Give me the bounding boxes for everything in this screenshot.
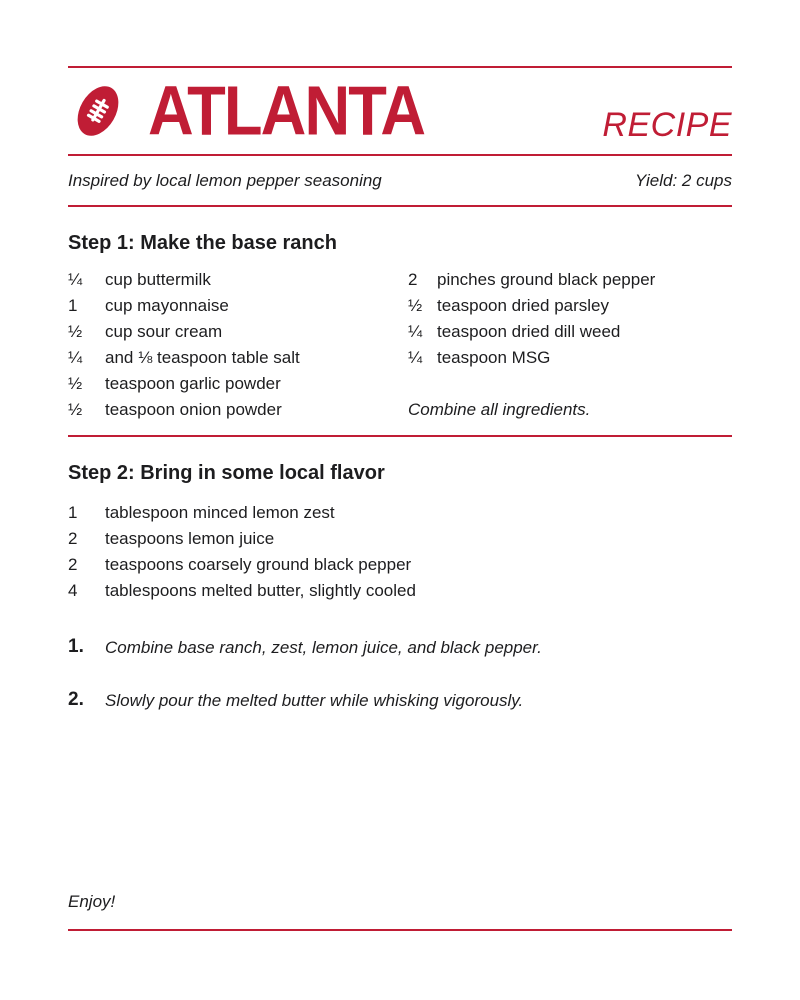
ingredient-amount: ¼ bbox=[68, 348, 83, 367]
instructions bbox=[68, 636, 732, 712]
ingredient-item: tablespoon minced lemon zest bbox=[105, 503, 335, 522]
ingredient-row bbox=[68, 552, 732, 578]
instruction-row bbox=[68, 689, 732, 712]
ingredient-amount: 1 bbox=[68, 503, 78, 522]
football-icon bbox=[68, 82, 128, 140]
ingredients-left-column bbox=[68, 267, 408, 423]
inspiration-text: Inspired by local lemon pepper seasoning bbox=[68, 171, 382, 190]
ingredient-amount: 2 bbox=[68, 555, 78, 574]
ingredient-row bbox=[408, 319, 732, 345]
city-wordmark: ATLANTA bbox=[148, 72, 425, 150]
footer-message: Enjoy! bbox=[68, 892, 116, 911]
ingredient-row bbox=[68, 526, 732, 552]
ingredient-row bbox=[68, 397, 408, 423]
ingredient-row bbox=[68, 293, 408, 319]
ingredient-amount: 2 bbox=[408, 270, 418, 289]
ingredient-item: teaspoons lemon juice bbox=[105, 529, 275, 548]
step-1-ingredients bbox=[68, 267, 732, 423]
step-1-section bbox=[68, 231, 732, 423]
ingredient-item: teaspoon dried parsley bbox=[437, 296, 610, 315]
ingredient-row bbox=[68, 345, 408, 371]
instruction-text: Combine base ranch, zest, lemon juice, and black pepper. bbox=[105, 638, 542, 657]
spacer bbox=[408, 371, 732, 397]
step-1-divider bbox=[68, 435, 732, 437]
ingredient-item: cup sour cream bbox=[105, 322, 223, 341]
ingredient-row bbox=[408, 293, 732, 319]
ingredient-item: pinches ground black pepper bbox=[437, 270, 656, 289]
header bbox=[68, 68, 732, 154]
ingredient-amount: 1 bbox=[68, 296, 78, 315]
brand bbox=[68, 72, 445, 150]
ingredient-item: tablespoons melted butter, slightly cooled bbox=[105, 581, 416, 600]
subheader bbox=[68, 156, 732, 205]
step-1-note: Combine all ingredients. bbox=[408, 400, 591, 419]
ingredient-amount: ½ bbox=[68, 374, 83, 393]
doc-type-label: RECIPE bbox=[602, 106, 732, 144]
ingredient-amount: ½ bbox=[68, 322, 83, 341]
ingredient-item: teaspoon garlic powder bbox=[105, 374, 281, 393]
step-2-section bbox=[68, 461, 732, 712]
ingredient-row bbox=[68, 319, 408, 345]
instruction-number: 1. bbox=[68, 636, 84, 657]
step-2-ingredients bbox=[68, 500, 732, 604]
ingredient-row bbox=[68, 578, 732, 604]
ingredient-row bbox=[68, 500, 732, 526]
ingredient-item: cup buttermilk bbox=[105, 270, 211, 289]
instruction-row bbox=[68, 636, 732, 659]
ingredient-item: teaspoon onion powder bbox=[105, 400, 282, 419]
ingredient-row bbox=[68, 371, 408, 397]
ingredients-right-column bbox=[408, 267, 732, 423]
ingredient-amount: ½ bbox=[408, 296, 423, 315]
step-1-title: Step 1: Make the base ranch bbox=[68, 232, 337, 254]
ingredient-item: teaspoon dried dill weed bbox=[437, 322, 621, 341]
ingredient-amount: ¼ bbox=[68, 270, 83, 289]
ingredient-item: teaspoon MSG bbox=[437, 348, 551, 367]
step-2-title: Step 2: Bring in some local flavor bbox=[68, 462, 385, 484]
ingredient-amount: ¼ bbox=[408, 348, 423, 367]
ingredient-row bbox=[408, 345, 732, 371]
ingredient-amount: ¼ bbox=[408, 322, 423, 341]
ingredient-item: and ⅛ teaspoon table salt bbox=[105, 348, 300, 367]
instruction-number: 2. bbox=[68, 689, 84, 710]
ingredient-row bbox=[408, 267, 732, 293]
instruction-text: Slowly pour the melted butter while whisking vigorously. bbox=[105, 691, 524, 710]
subheader-divider bbox=[68, 205, 732, 207]
ingredient-amount: 2 bbox=[68, 529, 78, 548]
ingredient-amount: ½ bbox=[68, 400, 83, 419]
ingredient-item: cup mayonnaise bbox=[105, 296, 229, 315]
ingredient-item: teaspoons coarsely ground black pepper bbox=[105, 555, 412, 574]
bottom-divider bbox=[68, 929, 732, 931]
footer bbox=[68, 893, 732, 931]
yield-text: Yield: 2 cups bbox=[634, 171, 732, 190]
ingredient-amount: 4 bbox=[68, 581, 78, 600]
ingredient-row bbox=[68, 267, 408, 293]
